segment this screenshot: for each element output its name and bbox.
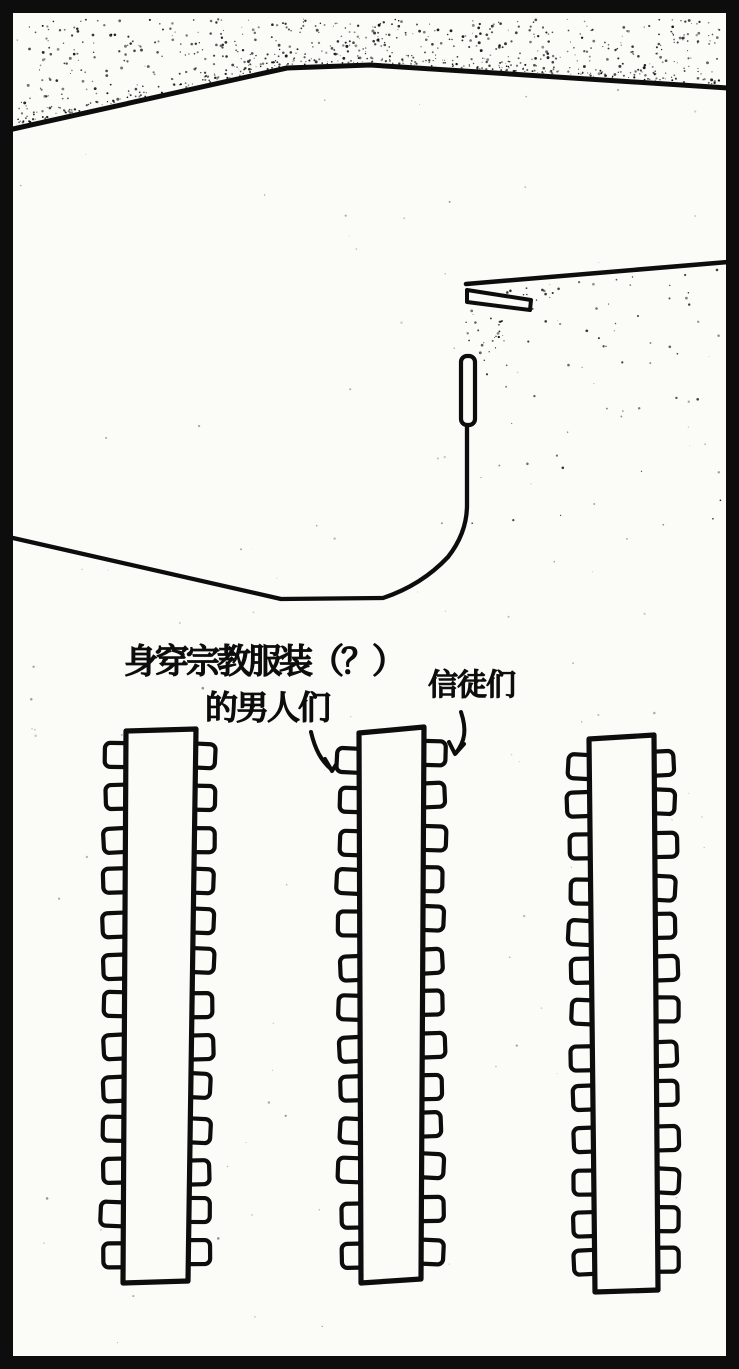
table-top <box>359 727 424 1283</box>
signpost-pole <box>461 356 475 425</box>
caption-believers: 信徒们 <box>428 669 515 702</box>
caption-men-line1: 身穿宗教服装（？） <box>124 643 403 681</box>
caption-men-line2: 的男人们 <box>205 689 329 726</box>
table-top <box>589 735 658 1292</box>
table-top <box>123 729 196 1283</box>
